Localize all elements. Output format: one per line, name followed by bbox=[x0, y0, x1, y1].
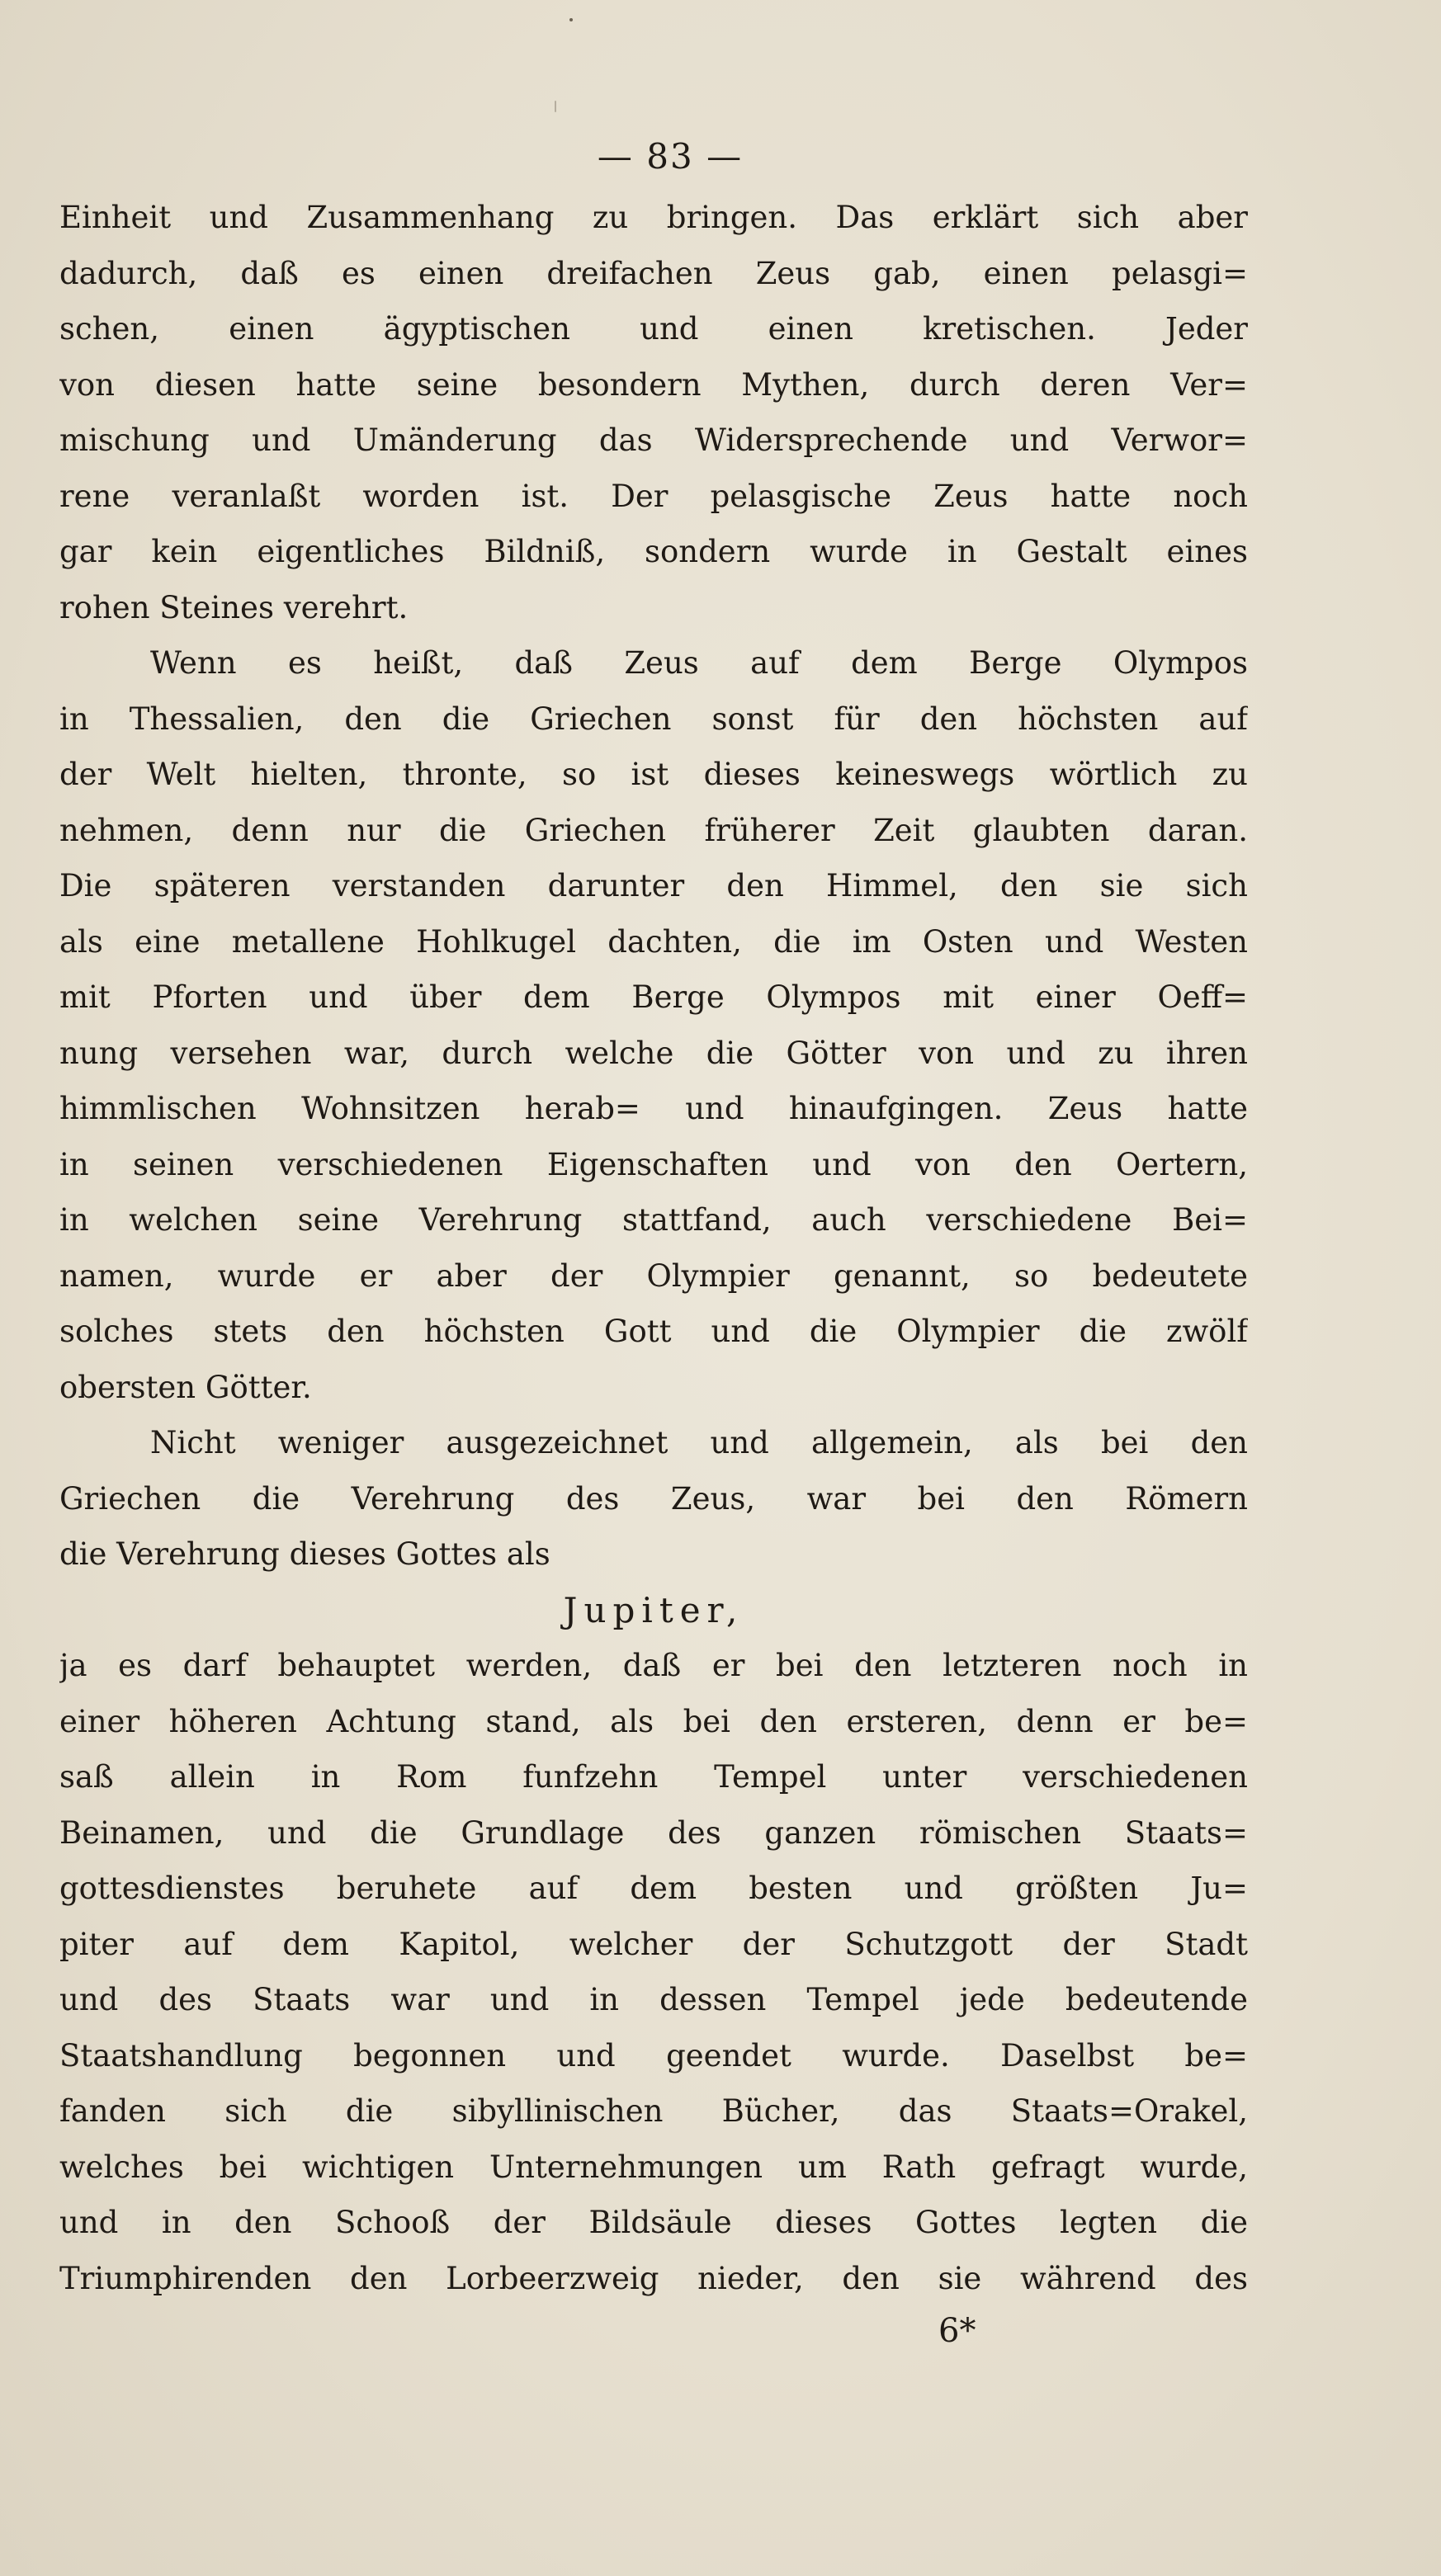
text-line: gar kein eigentliches Bildniß, sondern wurde in Gestalt eines bbox=[59, 534, 1248, 569]
text-line: in Thessalien, den die Griechen sonst für den höchsten auf bbox=[59, 701, 1248, 737]
text-line: Triumphirenden den Lorbeerzweig nieder, den sie während des bbox=[59, 2260, 1248, 2296]
text-line: als eine metallene Hohlkugel dachten, die im Osten und Westen bbox=[59, 923, 1248, 960]
text-line: von diesen hatte seine besondern Mythen, durch deren Ver= bbox=[59, 366, 1248, 403]
paper-speck bbox=[569, 18, 573, 21]
text-line: in welchen seine Verehrung stattfand, auch verschiedene Bei= bbox=[59, 1202, 1248, 1238]
body-text bbox=[59, 190, 1248, 2306]
text-line: mit Pforten und über dem Berge Olympos mit einer Oeff= bbox=[59, 979, 1248, 1015]
text-line: schen, einen ägyptischen und einen kretischen. Jeder bbox=[59, 311, 1248, 347]
text-line: obersten Götter. bbox=[59, 1369, 312, 1405]
text-line: piter auf dem Kapitol, welcher der Schutzgott der Stadt bbox=[59, 1926, 1248, 1962]
text-line: himmlischen Wohnsitzen herab= und hinaufgingen. Zeus hatte bbox=[59, 1091, 1248, 1126]
text-line: Wenn es heißt, daß Zeus auf dem Berge Olympos bbox=[150, 645, 1248, 681]
text-line: dadurch, daß es einen dreifachen Zeus gab, einen pelasgi= bbox=[59, 255, 1248, 291]
page-text-block bbox=[59, 124, 1248, 2356]
text-line: welches bei wichtigen Unternehmungen um Rath gefragt wurde, bbox=[59, 2149, 1248, 2185]
section-heading: Jupiter, bbox=[563, 1589, 744, 1630]
text-line: Die späteren verstanden darunter den Himmel, den sie sich bbox=[59, 868, 1248, 903]
text-line: der Welt hielten, thronte, so ist dieses keineswegs wörtlich zu bbox=[59, 757, 1248, 792]
text-line: rohen Steines verehrt. bbox=[59, 589, 409, 625]
page-number-header: — 83 — bbox=[597, 136, 744, 177]
text-line: mischung und Umänderung das Widersprechende und Verwor= bbox=[59, 422, 1248, 458]
paper-speck bbox=[555, 101, 556, 112]
text-line: gottesdienstes beruhete auf dem besten und größten Ju= bbox=[59, 1871, 1248, 1906]
text-line: saß allein in Rom funfzehn Tempel unter verschiedenen bbox=[59, 1759, 1248, 1795]
text-line: fanden sich die sibyllinischen Bücher, das Staats=Orakel, bbox=[59, 2093, 1248, 2129]
text-line: Staatshandlung begonnen und geendet wurde. Daselbst be= bbox=[59, 2037, 1248, 2074]
text-line: namen, wurde er aber der Olympier genannt, so bedeutete bbox=[59, 1257, 1248, 1294]
text-line: in seinen verschiedenen Eigenschaften und von den Oertern, bbox=[59, 1146, 1248, 1182]
text-line: und in den Schooß der Bildsäule dieses Gottes legten die bbox=[59, 2205, 1248, 2240]
text-line: solches stets den höchsten Gott und die Olympier die zwölf bbox=[59, 1314, 1248, 1349]
text-line: und des Staats war und in dessen Tempel jede bedeutende bbox=[59, 1982, 1248, 2017]
text-line: einer höheren Achtung stand, als bei den ersteren, denn er be= bbox=[59, 1703, 1248, 1739]
text-line: ja es darf behauptet werden, daß er bei den letzteren noch in bbox=[59, 1648, 1248, 1683]
text-line: die Verehrung dieses Gottes als bbox=[59, 1536, 550, 1572]
text-line: Nicht weniger ausgezeichnet und allgemein, als bei den bbox=[150, 1425, 1248, 1460]
text-line: Griechen die Verehrung des Zeus, war bei den Römern bbox=[59, 1480, 1248, 1517]
signature-mark: 6* bbox=[938, 2312, 976, 2350]
text-line: nehmen, denn nur die Griechen früherer Zeit glaubten daran. bbox=[59, 812, 1248, 848]
text-line: Einheit und Zusammenhang zu bringen. Das erklärt sich aber bbox=[59, 200, 1248, 235]
text-line: Beinamen, und die Grundlage des ganzen römischen Staats= bbox=[59, 1814, 1248, 1851]
text-line: nung versehen war, durch welche die Götter von und zu ihren bbox=[59, 1035, 1248, 1071]
text-line: rene veranlaßt worden ist. Der pelasgische Zeus hatte noch bbox=[59, 478, 1248, 514]
